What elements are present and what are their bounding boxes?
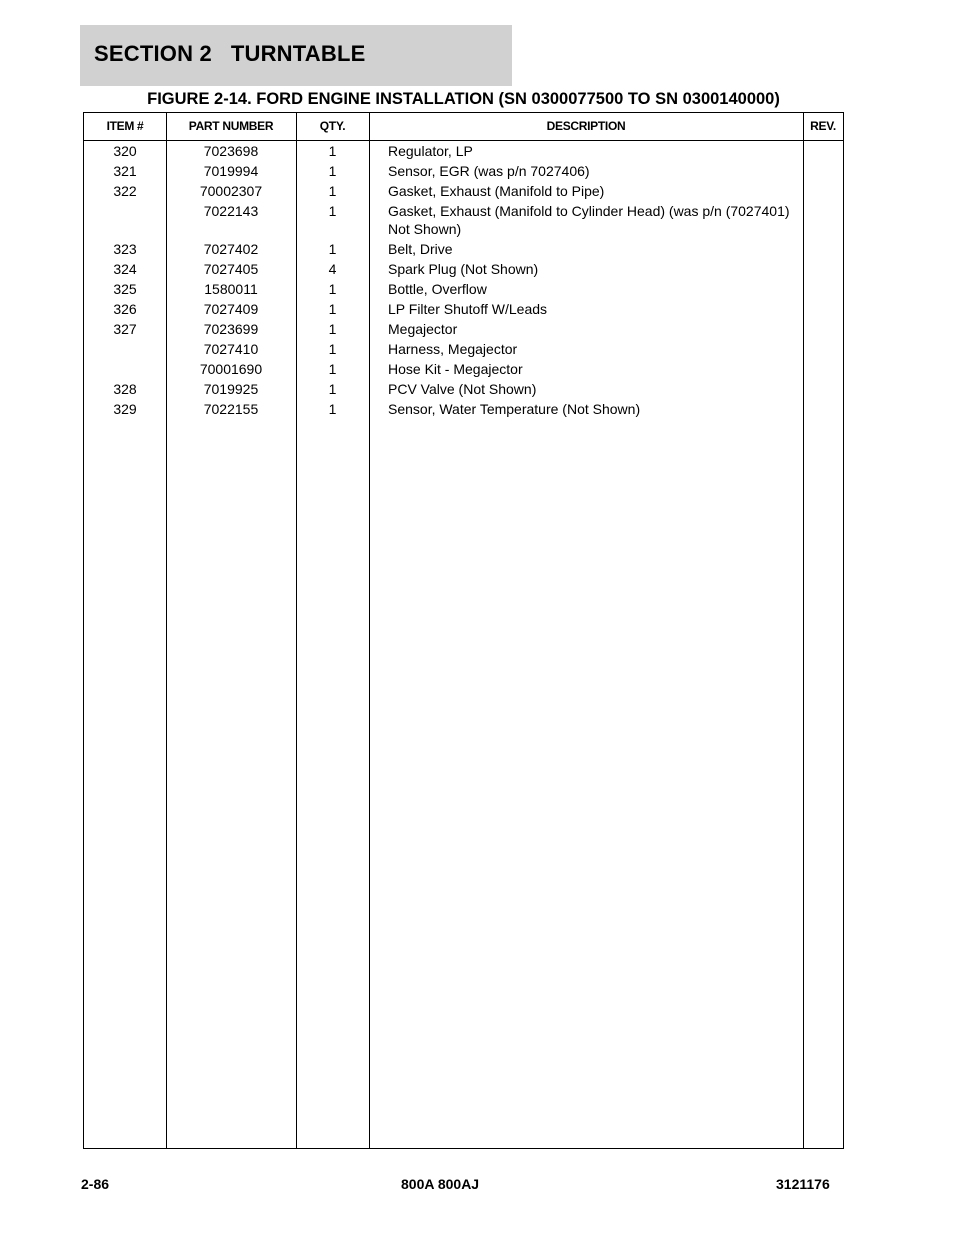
part-number: 70001690 (199, 361, 263, 377)
table-row (84, 280, 843, 300)
page-number: 2-86 (81, 1176, 110, 1192)
description: Regulator, LP (388, 143, 473, 159)
description: LP Filter Shutoff W/Leads (388, 301, 548, 317)
quantity: 1 (328, 183, 337, 199)
part-number: 7022143 (203, 203, 259, 219)
table-row (84, 260, 843, 280)
description: Bottle, Overflow (388, 281, 487, 297)
item-number: 320 (113, 143, 137, 159)
parts-table (83, 112, 844, 1149)
description: Belt, Drive (388, 241, 453, 257)
item-number: 321 (113, 163, 137, 179)
part-number: 7022155 (203, 401, 259, 417)
part-number: 7019994 (203, 163, 259, 179)
quantity: 1 (328, 301, 337, 317)
item-number: 326 (113, 301, 137, 317)
header-part-number: PART NUMBER (188, 119, 274, 133)
quantity: 1 (328, 381, 337, 397)
item-number: 325 (113, 281, 137, 297)
item-number: 328 (113, 381, 137, 397)
part-number: 7019925 (203, 381, 259, 397)
description: Sensor, EGR (was p/n 7027406) (388, 163, 590, 179)
part-number: 7027410 (203, 341, 259, 357)
description: Harness, Megajector (388, 341, 518, 357)
item-number: 322 (113, 183, 137, 199)
header-item: ITEM # (106, 119, 144, 133)
part-number: 7027402 (203, 241, 259, 257)
header-divider (84, 140, 843, 141)
description: PCV Valve (Not Shown) (388, 381, 537, 397)
table-row (84, 360, 843, 380)
description: Gasket, Exhaust (Manifold to Cylinder Head) (was p/n (7027401) Not Shown) (388, 203, 790, 237)
figure-title: FIGURE 2-14. FORD ENGINE INSTALLATION (SN 0300077500 TO SN 0300140000) (147, 90, 780, 108)
quantity: 1 (328, 361, 337, 377)
table-row (84, 142, 843, 162)
header-description: DESCRIPTION (546, 119, 626, 133)
quantity: 4 (328, 261, 337, 277)
header-qty: QTY. (319, 119, 346, 133)
item-number: 324 (113, 261, 137, 277)
table-row (84, 320, 843, 340)
description: Megajector (388, 321, 458, 337)
table-row (84, 340, 843, 360)
description: Sensor, Water Temperature (Not Shown) (388, 401, 641, 417)
table-row (84, 400, 843, 420)
table-row (84, 300, 843, 320)
part-number: 70002307 (199, 183, 263, 199)
quantity: 1 (328, 241, 337, 257)
document-number: 3121176 (776, 1176, 830, 1192)
table-row (84, 162, 843, 182)
quantity: 1 (328, 203, 337, 219)
model-name: 800A 800AJ (401, 1176, 480, 1192)
part-number: 1580011 (204, 281, 258, 297)
table-row (84, 380, 843, 400)
quantity: 1 (328, 163, 337, 179)
table-row (84, 182, 843, 202)
part-number: 7027405 (203, 261, 259, 277)
quantity: 1 (328, 281, 337, 297)
quantity: 1 (328, 321, 337, 337)
description: Spark Plug (Not Shown) (388, 261, 539, 277)
item-number: 323 (113, 241, 137, 257)
section-banner (80, 25, 512, 86)
quantity: 1 (328, 143, 337, 159)
description: Gasket, Exhaust (Manifold to Pipe) (388, 183, 605, 199)
section-title: SECTION 2 TURNTABLE (94, 41, 366, 66)
table-row (84, 240, 843, 260)
item-number: 327 (113, 321, 137, 337)
description: Hose Kit - Megajector (388, 361, 523, 377)
quantity: 1 (328, 341, 337, 357)
part-number: 7023699 (203, 321, 259, 337)
part-number: 7023698 (203, 143, 259, 159)
item-number: 329 (113, 401, 137, 417)
part-number: 7027409 (203, 301, 259, 317)
table-row (84, 202, 843, 240)
table-body (84, 142, 843, 420)
quantity: 1 (328, 401, 337, 417)
header-rev: REV. (810, 119, 836, 133)
